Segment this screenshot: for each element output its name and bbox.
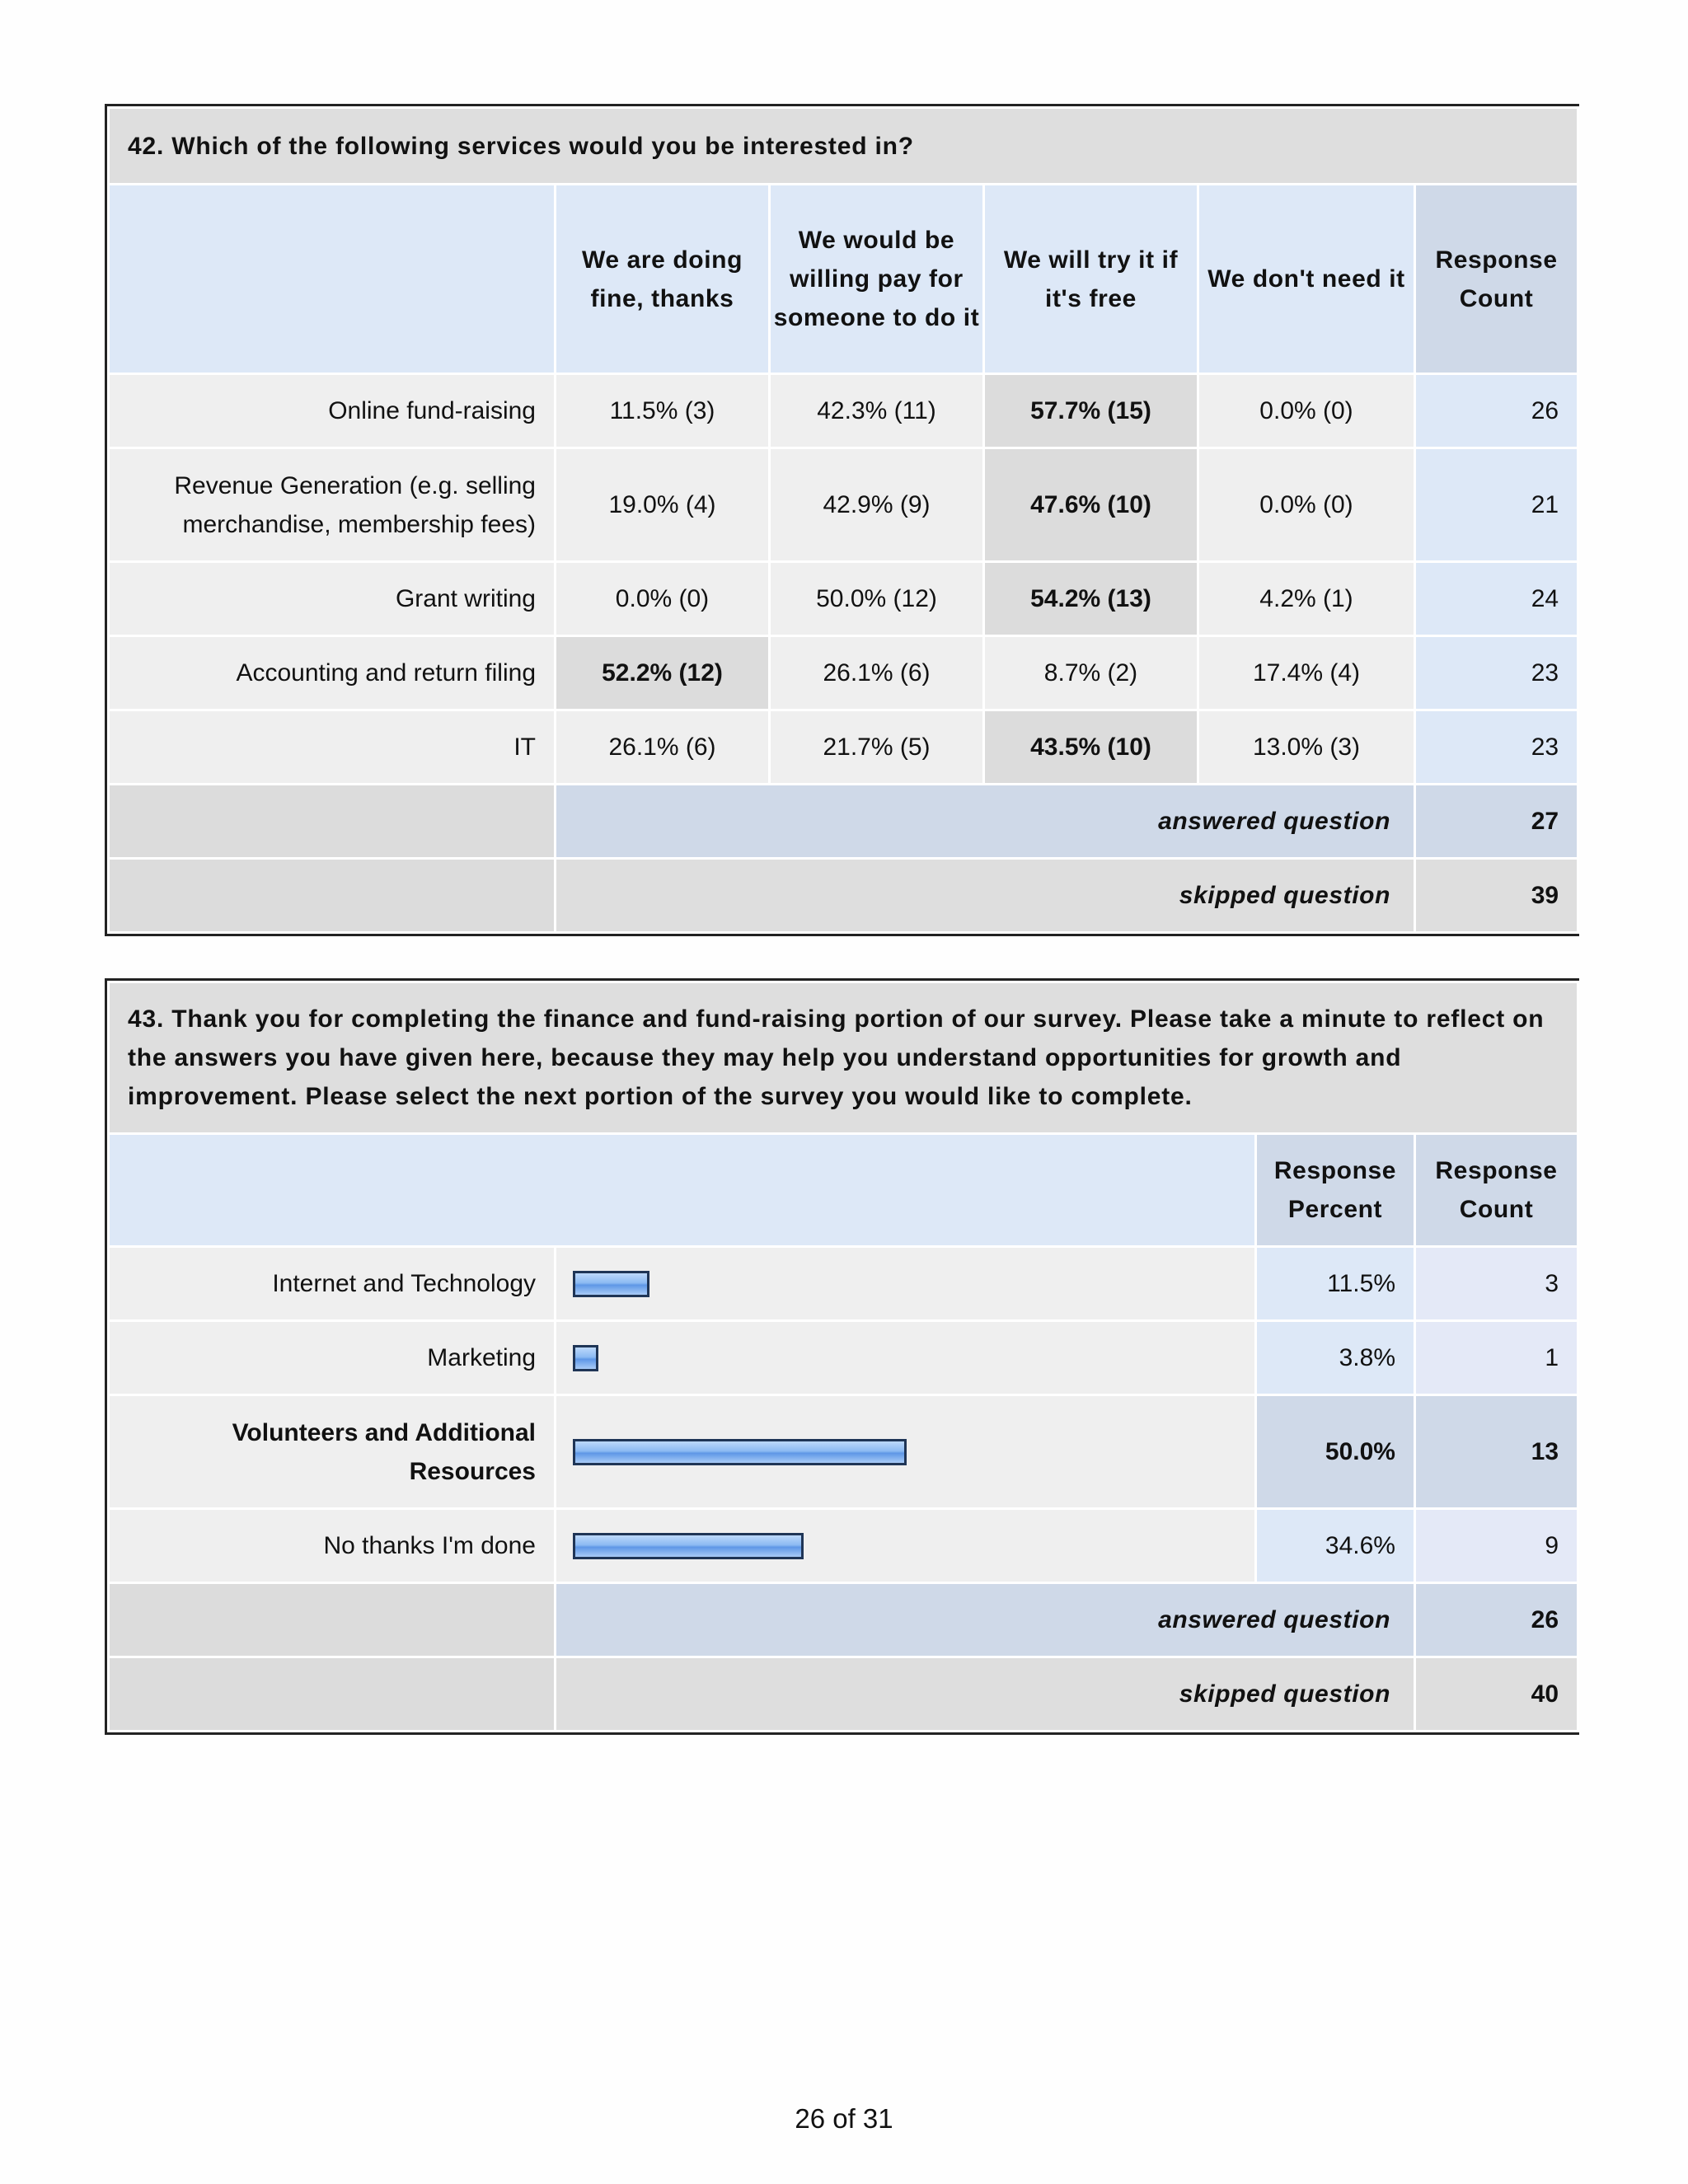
cell-value: 13.0% (3) bbox=[1198, 710, 1415, 785]
response-bar bbox=[573, 1439, 907, 1465]
page-number: 26 of 31 bbox=[795, 2103, 893, 2134]
cell-count: 26 bbox=[1415, 374, 1578, 448]
cell-value: 26.1% (6) bbox=[770, 636, 984, 710]
skipped-question-label: skipped question bbox=[556, 859, 1415, 933]
table-row bbox=[109, 448, 1578, 562]
cell-percent: 50.0% bbox=[1256, 1395, 1415, 1509]
cell-value: 42.3% (11) bbox=[770, 374, 984, 448]
cell-count: 24 bbox=[1415, 562, 1578, 636]
cell-value: 0.0% (0) bbox=[1198, 448, 1415, 562]
skipped-question-count: 40 bbox=[1415, 1657, 1578, 1732]
cell-count: 3 bbox=[1415, 1247, 1578, 1321]
table-row bbox=[109, 636, 1578, 710]
table-row bbox=[109, 710, 1578, 785]
response-bar bbox=[573, 1533, 804, 1559]
answered-question-label: answered question bbox=[556, 785, 1415, 859]
cell-value: 8.7% (2) bbox=[984, 636, 1198, 710]
cell-value-highlight: 57.7% (15) bbox=[984, 374, 1198, 448]
cell-value: 17.4% (4) bbox=[1198, 636, 1415, 710]
row-label: Revenue Generation (e.g. selling merchandise, membership fees) bbox=[109, 448, 556, 562]
cell-value: 11.5% (3) bbox=[556, 374, 770, 448]
header-doing-fine: We are doing fine, thanks bbox=[556, 185, 770, 374]
cell-count: 13 bbox=[1415, 1395, 1578, 1509]
cell-count: 1 bbox=[1415, 1321, 1578, 1395]
footer-blank bbox=[109, 1657, 556, 1732]
response-bar bbox=[573, 1345, 598, 1371]
cell-percent: 11.5% bbox=[1256, 1247, 1415, 1321]
row-label: No thanks I'm done bbox=[109, 1509, 556, 1583]
skipped-question-label: skipped question bbox=[556, 1657, 1415, 1732]
row-label: Grant writing bbox=[109, 562, 556, 636]
row-label: IT bbox=[109, 710, 556, 785]
cell-value: 26.1% (6) bbox=[556, 710, 770, 785]
table-row bbox=[109, 1247, 1578, 1321]
row-label: Marketing bbox=[109, 1321, 556, 1395]
cell-value: 4.2% (1) bbox=[1198, 562, 1415, 636]
cell-percent: 3.8% bbox=[1256, 1321, 1415, 1395]
footer-blank bbox=[109, 859, 556, 933]
row-label: Online fund-raising bbox=[109, 374, 556, 448]
cell-count: 9 bbox=[1415, 1509, 1578, 1583]
cell-value: 19.0% (4) bbox=[556, 448, 770, 562]
header-blank bbox=[109, 185, 556, 374]
header-response-percent: Response Percent bbox=[1256, 1134, 1415, 1247]
table-row bbox=[109, 1395, 1578, 1509]
row-label: Internet and Technology bbox=[109, 1247, 556, 1321]
table-row bbox=[109, 1509, 1578, 1583]
cell-value-highlight: 54.2% (13) bbox=[984, 562, 1198, 636]
table-row bbox=[109, 562, 1578, 636]
cell-value: 0.0% (0) bbox=[556, 562, 770, 636]
header-blank bbox=[109, 1134, 1256, 1247]
row-label: Accounting and return filing bbox=[109, 636, 556, 710]
question-42-table bbox=[105, 104, 1579, 936]
header-willing-pay: We would be willing pay for someone to do it bbox=[770, 185, 984, 374]
header-dont-need: We don't need it bbox=[1198, 185, 1415, 374]
cell-value-highlight: 52.2% (12) bbox=[556, 636, 770, 710]
cell-value-highlight: 47.6% (10) bbox=[984, 448, 1198, 562]
cell-value: 50.0% (12) bbox=[770, 562, 984, 636]
header-try-if-free: We will try it if it's free bbox=[984, 185, 1198, 374]
cell-count: 23 bbox=[1415, 636, 1578, 710]
header-response-count: Response Count bbox=[1415, 1134, 1578, 1247]
answered-question-count: 26 bbox=[1415, 1583, 1578, 1657]
answered-question-count: 27 bbox=[1415, 785, 1578, 859]
question-43-title: 43. Thank you for completing the finance and fund-raising portion of our survey. Please take a minute to reflect on the answers you have given here, because they may help you understand opportunities for growth and improvement. Please select the next portion of the survey you would like to complete. bbox=[109, 982, 1578, 1134]
cell-percent: 34.6% bbox=[1256, 1509, 1415, 1583]
row-label: Volunteers and Additional Resources bbox=[109, 1395, 556, 1509]
cell-value-highlight: 43.5% (10) bbox=[984, 710, 1198, 785]
answered-question-label: answered question bbox=[556, 1583, 1415, 1657]
cell-value: 0.0% (0) bbox=[1198, 374, 1415, 448]
cell-count: 23 bbox=[1415, 710, 1578, 785]
cell-count: 21 bbox=[1415, 448, 1578, 562]
cell-value: 42.9% (9) bbox=[770, 448, 984, 562]
skipped-question-count: 39 bbox=[1415, 859, 1578, 933]
response-bar bbox=[573, 1271, 649, 1297]
cell-value: 21.7% (5) bbox=[770, 710, 984, 785]
question-43-table bbox=[105, 978, 1579, 1735]
header-response-count: Response Count bbox=[1415, 185, 1578, 374]
footer-blank bbox=[109, 1583, 556, 1657]
table-row bbox=[109, 1321, 1578, 1395]
table-row bbox=[109, 374, 1578, 448]
footer-blank bbox=[109, 785, 556, 859]
question-42-title: 42. Which of the following services would you be interested in? bbox=[109, 108, 1578, 185]
